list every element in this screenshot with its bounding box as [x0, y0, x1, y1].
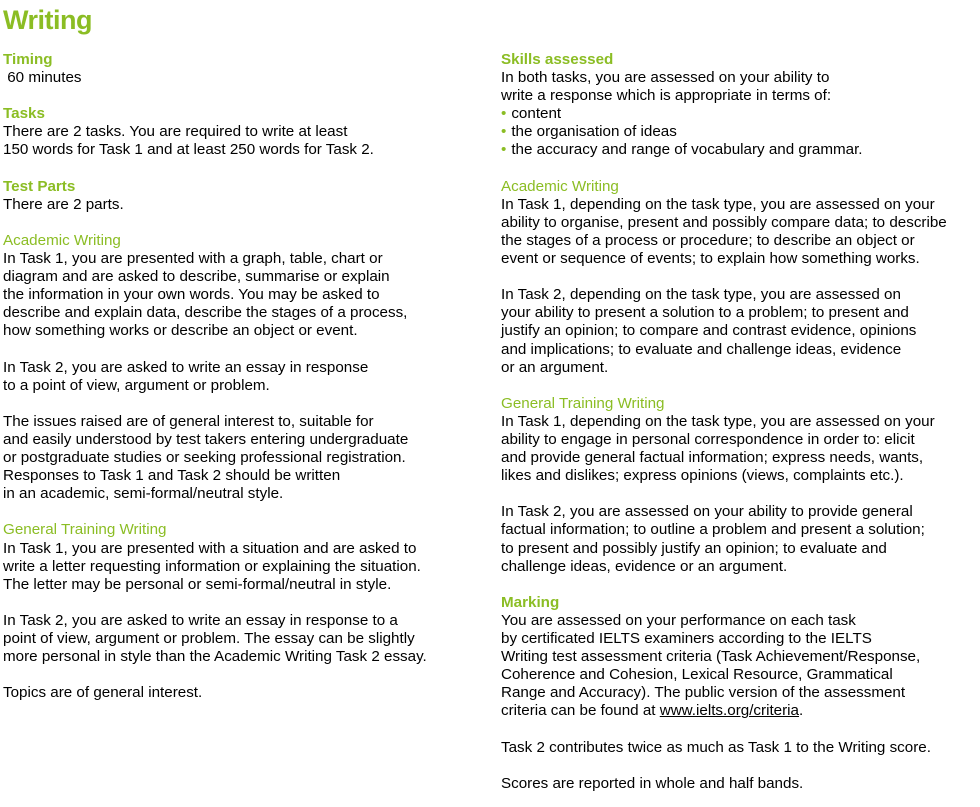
academic-writing-heading: Academic Writing	[501, 177, 619, 195]
tasks-line: 150 words for Task 1 and at least 250 words for Task 2.	[3, 141, 374, 159]
right-column	[501, 51, 976, 793]
timing-section	[3, 51, 488, 87]
paragraph-line: ability to organise, present and possibly compare data; to describe	[501, 213, 947, 231]
paragraph-line: your ability to present a solution to a problem; to present and	[501, 304, 909, 322]
academic-writing-assessment-section	[501, 178, 976, 377]
page-title: Writing	[3, 5, 92, 35]
bullet-item: • the accuracy and range of vocabulary and grammar.	[501, 141, 863, 159]
paragraph-line: The issues raised are of general interest to, suitable for	[3, 412, 374, 430]
paragraph-line: the information in your own words. You may be asked to	[3, 286, 380, 304]
marking-section	[501, 594, 976, 793]
criteria-link[interactable]: www.ielts.org/criteria	[659, 702, 799, 720]
paragraph-line: In Task 2, you are assessed on your ability to provide general	[501, 503, 913, 521]
paragraph-line: to present and possibly justify an opinion; to evaluate and	[501, 539, 887, 557]
paragraph-line: or postgraduate studies or seeking professional registration.	[3, 449, 406, 467]
general-training-assessment-section	[501, 395, 976, 576]
paragraph-line: In Task 2, depending on the task type, you are assessed on	[501, 286, 901, 304]
skills-assessed-section	[501, 51, 976, 160]
paragraph-line: and provide general factual information; express needs, wants,	[501, 449, 924, 467]
paragraph-line: more personal in style than the Academic Writing Task 2 essay.	[3, 648, 427, 666]
general-training-heading: General Training Writing	[501, 394, 665, 412]
general-training-section	[3, 521, 488, 702]
paragraph-line: the stages of a process or procedure; to describe an object or	[501, 231, 915, 249]
paragraph-line: In Task 2, you are asked to write an essay in response to a	[3, 611, 398, 629]
paragraph-line: In Task 1, depending on the task type, you are assessed on your	[501, 412, 935, 430]
paragraph-line: to a point of view, argument or problem.	[3, 376, 270, 394]
paragraph-line: Task 2 contributes twice as much as Task 1 to the Writing score.	[501, 738, 931, 756]
paragraph-line: how something works or describe an object or event.	[3, 322, 358, 340]
skills-assessed-heading: Skills assessed	[501, 51, 614, 68]
academic-writing-section	[3, 232, 488, 503]
test-parts-heading: Test Parts	[3, 177, 76, 195]
paragraph-line: and implications; to evaluate and challenge ideas, evidence	[501, 340, 902, 358]
timing-text: 60 minutes	[3, 69, 82, 87]
paragraph-line: write a letter requesting information or explaining the situation.	[3, 557, 421, 575]
paragraph-line: The letter may be personal or semi-formal/neutral in style.	[3, 575, 392, 593]
paragraph-line: Coherence and Cohesion, Lexical Resource, Grammatical	[501, 666, 893, 684]
bullet-item: • content	[501, 105, 562, 123]
paragraph-line: describe and explain data, describe the stages of a process,	[3, 304, 408, 322]
bullet-icon: •	[501, 105, 507, 123]
tasks-heading: Tasks	[3, 105, 45, 123]
paragraph-line: Responses to Task 1 and Task 2 should be written	[3, 467, 341, 485]
paragraph-line: or an argument.	[501, 358, 609, 376]
paragraph-line: Topics are of general interest.	[3, 684, 203, 702]
bullet-icon: •	[501, 123, 507, 141]
paragraph-line: In Task 1, you are presented with a graph, table, chart or	[3, 250, 383, 268]
paragraph-line: Scores are reported in whole and half bands.	[501, 774, 804, 792]
paragraph-line: and easily understood by test takers entering undergraduate	[3, 430, 409, 448]
general-training-heading: General Training Writing	[3, 521, 167, 539]
paragraph-line: In Task 1, you are presented with a situation and are asked to	[3, 539, 417, 557]
tasks-line: There are 2 tasks. You are required to write at least	[3, 123, 348, 141]
paragraph-line: by certificated IELTS examiners according to the IELTS	[501, 630, 872, 647]
paragraph-line: You are assessed on your performance on each task	[501, 611, 856, 629]
paragraph-line: In Task 2, you are asked to write an essay in response	[3, 358, 369, 376]
paragraph-line: event or sequence of events; to explain how something works.	[501, 250, 920, 268]
paragraph-line: in an academic, semi-formal/neutral style.	[3, 485, 284, 503]
paragraph-line: In Task 1, depending on the task type, you are assessed on your	[501, 195, 935, 213]
test-parts-section	[3, 178, 488, 214]
timing-heading: Timing	[3, 51, 53, 68]
paragraph-line: justify an opinion; to compare and contrast evidence, opinions	[501, 322, 917, 340]
test-parts-text: There are 2 parts.	[3, 195, 124, 213]
paragraph-line: Writing test assessment criteria (Task Achievement/Response,	[501, 648, 921, 666]
paragraph-line: criteria can be found at www.ielts.org/criteria.	[501, 702, 804, 720]
paragraph-line: diagram and are asked to describe, summarise or explain	[3, 268, 390, 286]
paragraph-line: point of view, argument or problem. The essay can be slightly	[3, 630, 415, 647]
left-column	[3, 51, 488, 702]
paragraph-line: challenge ideas, evidence or an argument.	[501, 557, 788, 575]
paragraph-line: In both tasks, you are assessed on your ability to	[501, 69, 830, 87]
paragraph-line: Range and Accuracy). The public version of the assessment	[501, 684, 906, 702]
marking-heading: Marking	[501, 593, 560, 611]
paragraph-line: factual information; to outline a problem and present a solution;	[501, 521, 925, 539]
bullet-icon: •	[501, 141, 507, 159]
bullet-item: • the organisation of ideas	[501, 123, 677, 141]
academic-writing-heading: Academic Writing	[3, 231, 121, 249]
tasks-section	[3, 105, 488, 159]
paragraph-line: write a response which is appropriate in terms of:	[501, 87, 832, 105]
paragraph-line: ability to engage in personal correspondence in order to: elicit	[501, 430, 915, 448]
paragraph-line: likes and dislikes; express opinions (views, complaints etc.).	[501, 467, 904, 485]
